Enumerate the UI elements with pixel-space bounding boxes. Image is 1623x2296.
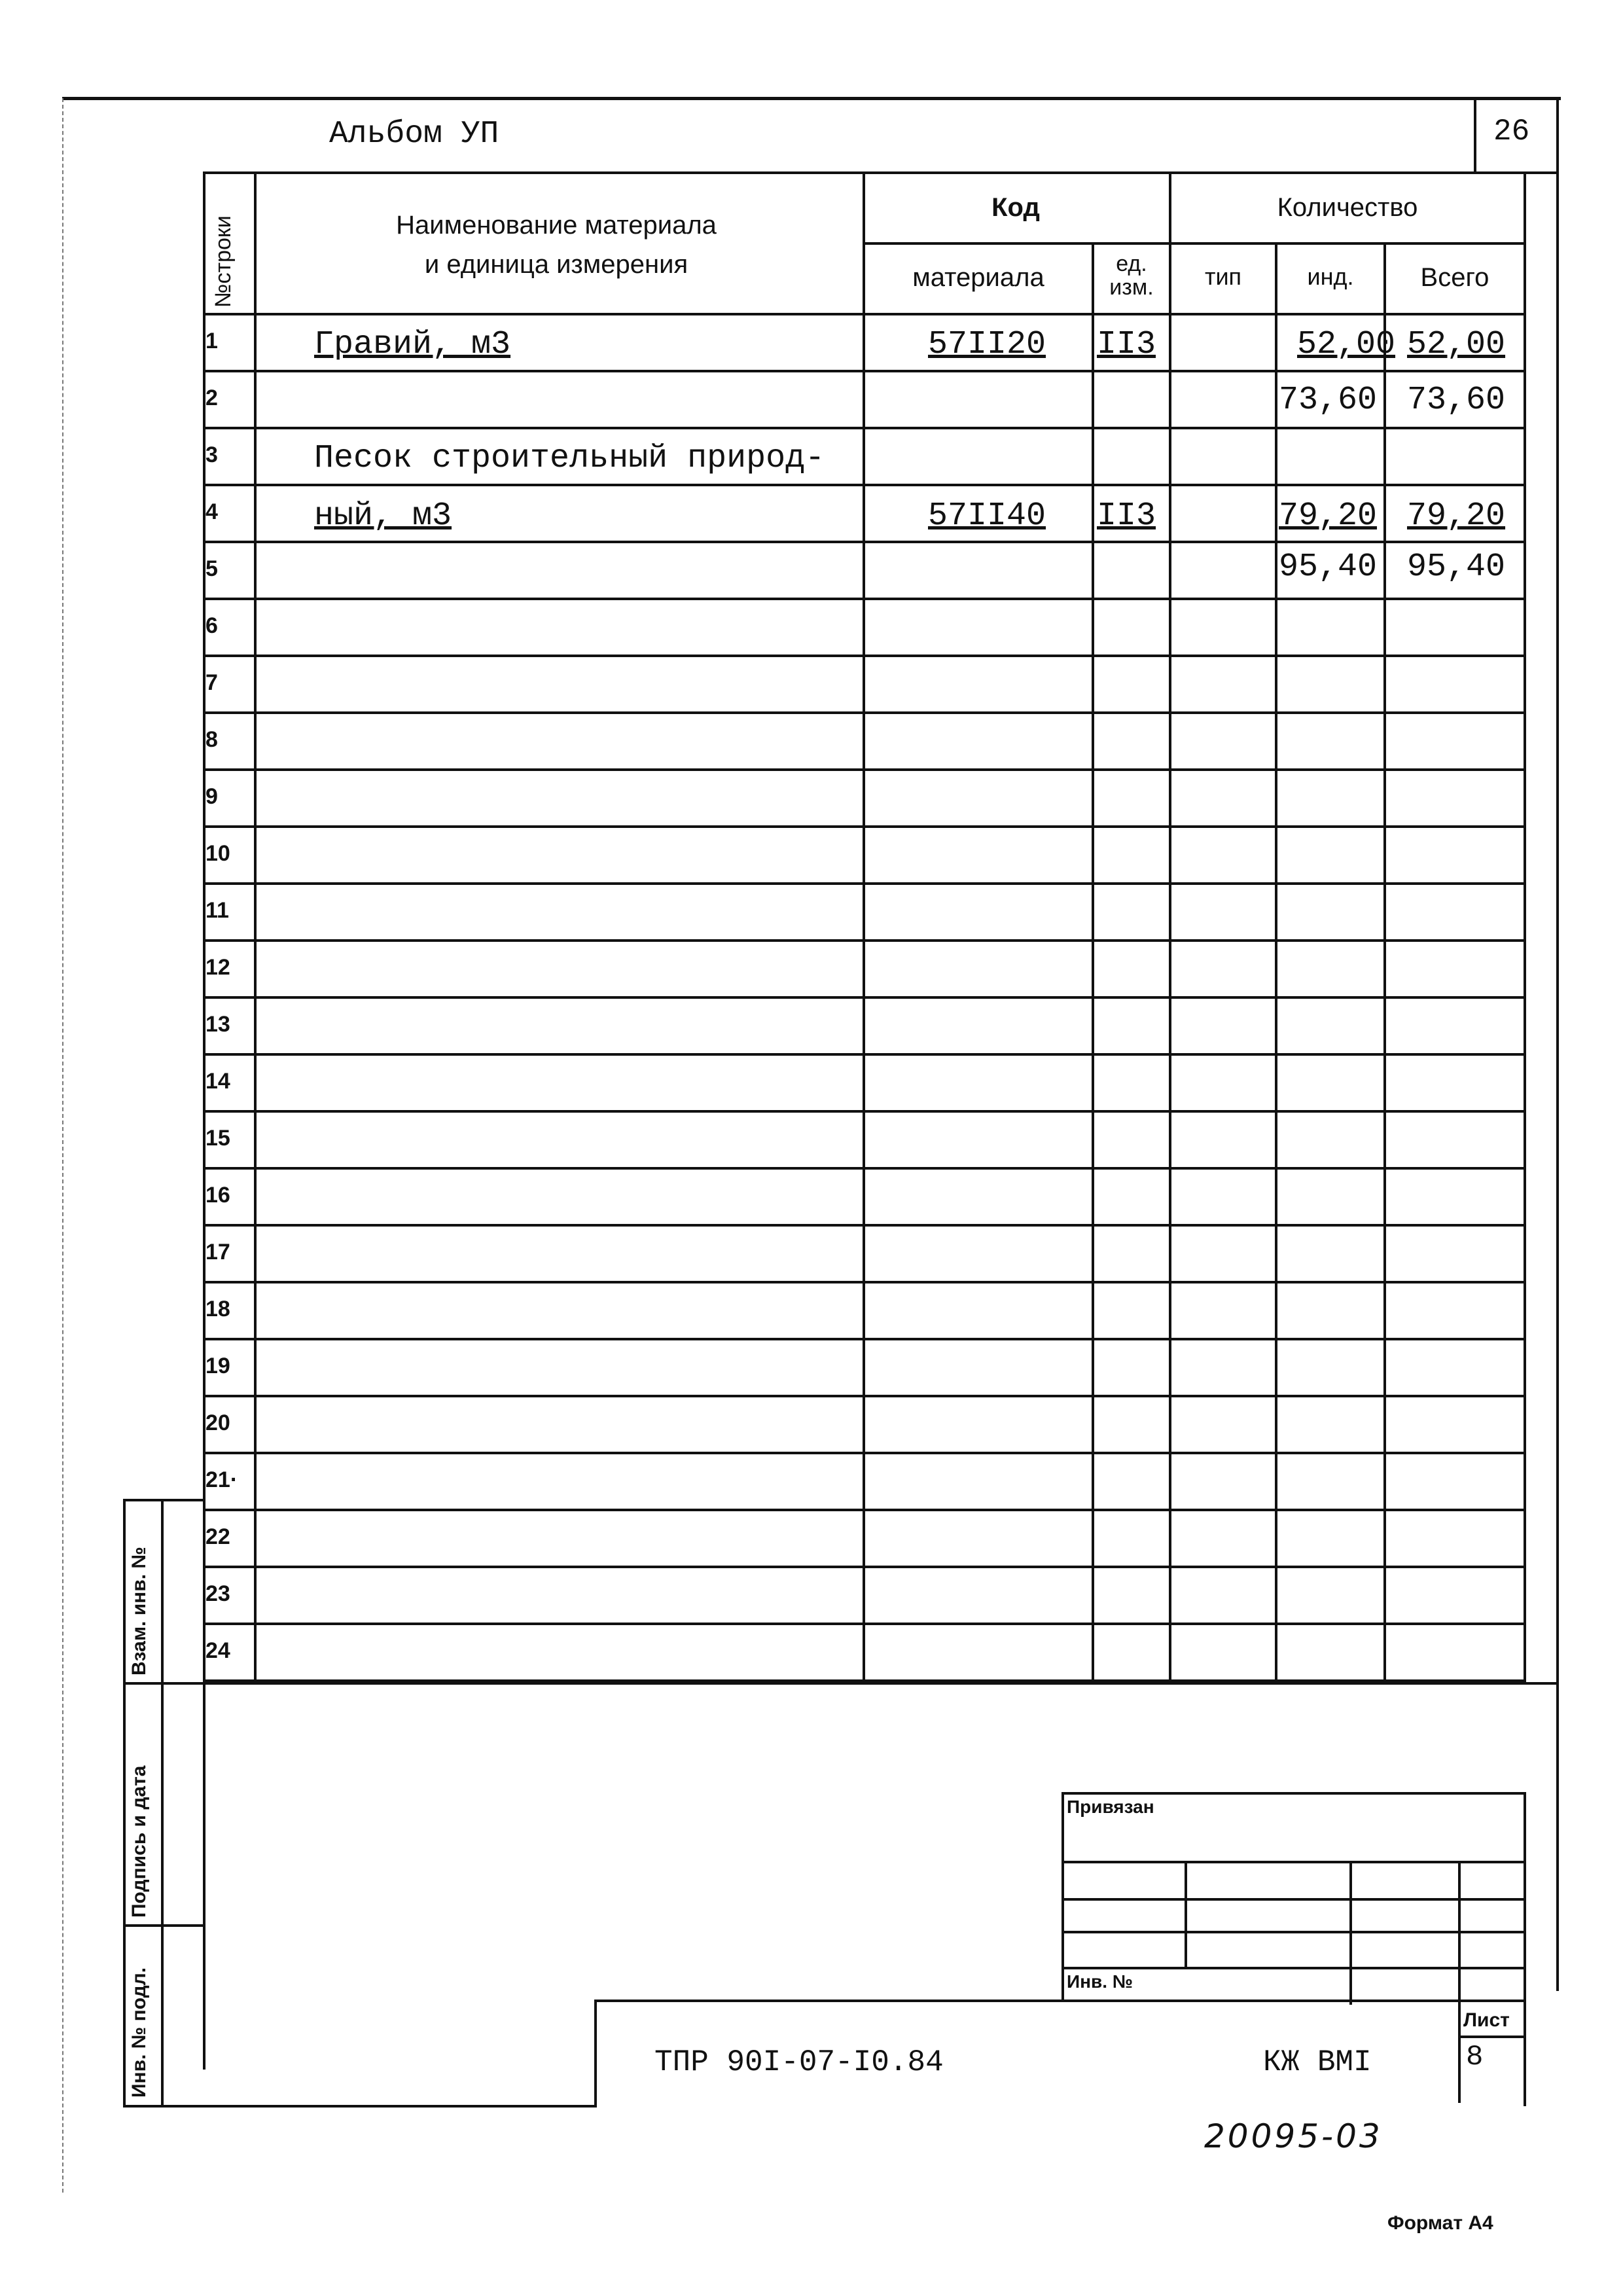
title-block-top xyxy=(594,2000,1526,2002)
designation: ТПР 90I-07-I0.84 xyxy=(654,2045,944,2079)
row-2-total: 73,60 xyxy=(1407,382,1506,419)
table-row-line xyxy=(203,1281,1526,1283)
row-4-unit: II3 xyxy=(1097,497,1156,535)
unit-header: ед. xyxy=(1116,251,1147,276)
row-2-ind: 73,60 xyxy=(1279,382,1378,419)
row-number: 21· xyxy=(205,1467,238,1492)
table-row-line xyxy=(203,1566,1526,1568)
name-header-line2: и единица измерения xyxy=(424,250,688,279)
row-number: 11 xyxy=(205,898,229,923)
sheet-label-line xyxy=(1458,2036,1526,2038)
podpis-label: Подпись и дата xyxy=(128,1765,150,1918)
crop-mark xyxy=(62,98,65,2193)
row-4-code: 57II40 xyxy=(928,497,1046,535)
table-row-line xyxy=(203,541,1526,543)
row-4-name: ный, м3 xyxy=(314,497,452,535)
code-group-header: Код xyxy=(991,193,1040,222)
side-column-left xyxy=(123,1499,126,2108)
stamp-col-1 xyxy=(1185,1861,1187,1967)
row-number: 19 xyxy=(205,1354,230,1378)
table-row-line xyxy=(203,825,1526,828)
type-header: тип xyxy=(1204,263,1242,290)
row-number: 20 xyxy=(205,1410,230,1435)
format-label: Формат А4 xyxy=(1387,2212,1493,2234)
table-row-line xyxy=(203,1338,1526,1340)
row-number: 6 xyxy=(205,613,218,638)
row-3-name: Песок строительный природ- xyxy=(314,440,825,477)
table-row-line xyxy=(203,768,1526,771)
stamp-left xyxy=(1061,1792,1064,2001)
stamp-right xyxy=(1524,1792,1526,2106)
row-1-total: 52,00 xyxy=(1407,326,1506,363)
row-number: 13 xyxy=(205,1012,230,1037)
row-1-ind: 52,00 xyxy=(1297,326,1396,363)
row-number: 17 xyxy=(205,1240,230,1265)
row-number: 7 xyxy=(205,670,218,695)
row-number: 16 xyxy=(205,1183,230,1208)
row-number: 23 xyxy=(205,1581,230,1606)
table-row-line xyxy=(203,939,1526,942)
material-code-header: материала xyxy=(912,263,1044,292)
row-number: 12 xyxy=(205,955,230,980)
table-row-line xyxy=(203,1623,1526,1625)
row-5-ind: 95,40 xyxy=(1279,548,1378,586)
table-row-line xyxy=(203,484,1526,486)
table-row-line xyxy=(203,1395,1526,1397)
row-4-total: 79,20 xyxy=(1407,497,1506,535)
table-row-line xyxy=(203,655,1526,657)
row-number: 22 xyxy=(205,1524,230,1549)
mark: КЖ ВМI xyxy=(1263,2045,1372,2079)
row-number: 3 xyxy=(205,442,218,467)
stamp-line-4 xyxy=(1061,1967,1526,1969)
table-row-line xyxy=(203,427,1526,429)
privyazan-label: Привязан xyxy=(1067,1797,1154,1817)
row-number-header: №строки xyxy=(211,215,236,308)
table-row-line xyxy=(203,1224,1526,1227)
row-number: 4 xyxy=(205,499,218,524)
row-1-name: Гравий, м3 xyxy=(314,326,511,363)
ind-header: инд. xyxy=(1307,263,1354,290)
stamp-col-2 xyxy=(1349,1861,1352,2005)
stamp-line-2 xyxy=(1061,1898,1526,1901)
stamp-line-1 xyxy=(1061,1861,1526,1863)
table-row-line xyxy=(203,882,1526,885)
lower-frame-top xyxy=(203,1682,1559,1685)
row-1-code: 57II20 xyxy=(928,326,1046,363)
row-number: 8 xyxy=(205,727,218,752)
page-number: 26 xyxy=(1493,115,1530,149)
sheet-number: 8 xyxy=(1466,2041,1484,2073)
inv-no-label: Инв. № xyxy=(1067,1971,1133,1992)
table-row-line xyxy=(203,1110,1526,1113)
row-number: 1 xyxy=(205,329,218,353)
side-divider-2 xyxy=(123,1682,204,1685)
table-row-line xyxy=(203,598,1526,600)
sheet-label: Лист xyxy=(1463,2009,1510,2031)
side-bottom xyxy=(123,2105,594,2108)
stamp-col-3 xyxy=(1458,1861,1461,2103)
handwritten-number: 20095-03 xyxy=(1204,2117,1383,2155)
stamp-line-3 xyxy=(1061,1931,1526,1933)
table-row-line xyxy=(203,1452,1526,1454)
row-5-total: 95,40 xyxy=(1407,548,1506,586)
row-number: 9 xyxy=(205,784,218,809)
table-row-line xyxy=(203,1167,1526,1170)
unit-header-line2: изм. xyxy=(1109,275,1154,300)
quantity-group-header: Количество xyxy=(1277,193,1418,222)
album-title: Альбом УП xyxy=(329,117,499,152)
row-4-ind: 79,20 xyxy=(1279,497,1378,535)
side-divider-1 xyxy=(123,1499,204,1501)
table-row-line xyxy=(203,1053,1526,1056)
table-row-line xyxy=(203,996,1526,999)
stamp-top xyxy=(1061,1792,1526,1795)
total-header: Всего xyxy=(1420,263,1489,292)
row-number: 18 xyxy=(205,1297,230,1321)
inv-podl-label: Инв. № подл. xyxy=(128,1967,150,2098)
row-number: 24 xyxy=(205,1638,230,1663)
row-number: 14 xyxy=(205,1069,230,1094)
row-number: 2 xyxy=(205,386,218,410)
vzam-inv-label: Взам. инв. № xyxy=(128,1547,150,1676)
title-block-left xyxy=(594,2000,597,2108)
row-1-unit: II3 xyxy=(1097,326,1156,363)
name-header: Наименование материала xyxy=(396,211,717,240)
row-number: 10 xyxy=(205,841,230,866)
table-row-line xyxy=(203,1509,1526,1511)
row-number: 5 xyxy=(205,556,218,581)
table-row-line xyxy=(203,711,1526,714)
row-number: 15 xyxy=(205,1126,230,1151)
side-divider-3 xyxy=(123,1924,204,1927)
side-column-mid xyxy=(161,1499,164,2108)
table-row-line xyxy=(203,370,1526,372)
